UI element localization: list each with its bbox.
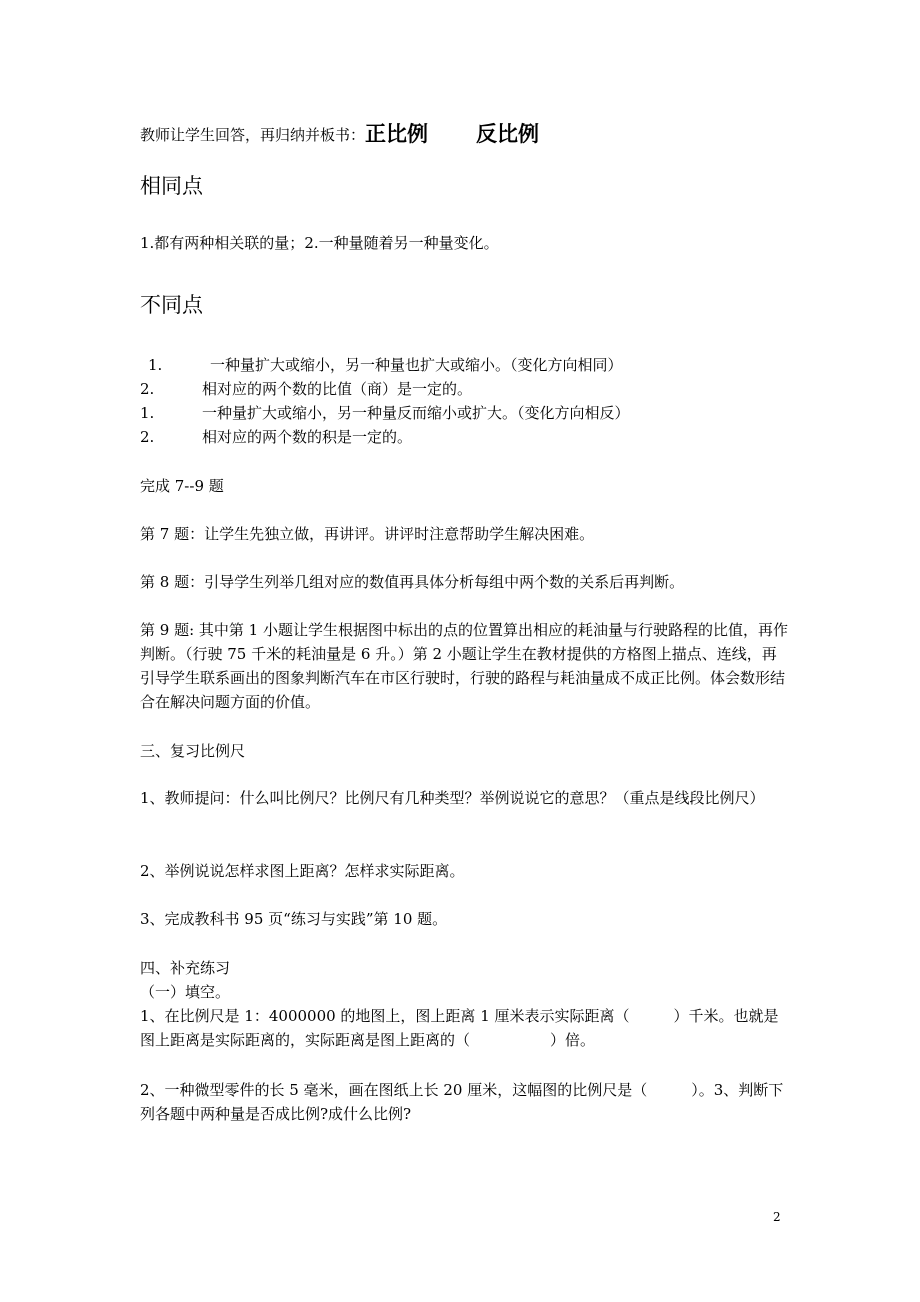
list-item-number: 1.	[140, 404, 155, 422]
list-item	[0, 427, 920, 447]
section-4-title: 四、补充练习	[140, 959, 231, 977]
intro-text: 教师让学生回答，再归纳并板书：	[140, 126, 366, 144]
fill-blank-question-2	[140, 1078, 790, 1126]
list-item-text: 一种量扩大或缩小，另一种量也扩大或缩小。（变化方向相同）	[210, 356, 623, 374]
list-item	[0, 379, 920, 399]
intro-line	[140, 124, 539, 145]
question-8-text: 第 8 题：引导学生列举几组对应的数值再具体分析每组中两个数的关系后再判断。	[140, 573, 685, 591]
question-9-paragraph: 第 9 题: 其中第 1 小题让学生根据图中标出的点的位置算出相应的耗油量与行驶路程的比值，再作判断。（行驶 75 千米的耗油量是 6 升。）第 2 小题让学生在教材提供的方格图上描点、连线，再引导学生联系画出的图象判断汽车在市区行驶时，行驶的路程与耗油量成不成正比例。体会数形结合在解决问题方面的价值。	[140, 621, 788, 711]
list-item-text: 相对应的两个数的积是一定的。	[202, 428, 413, 446]
list-item-number: 2.	[140, 428, 155, 446]
section-4-subtitle: （一）填空。	[140, 983, 231, 1001]
section-3-item-2: 2、举例说说怎样求图上距离？怎样求实际距离。	[140, 862, 465, 880]
question-1-part-b: ）千米。也就是图上距离是实际距离的，实际距离是图上距离的（	[140, 1007, 779, 1049]
same-text: 1.都有两种相关联的量；2.一种量随着另一种量变化。	[140, 234, 499, 252]
list-item	[0, 403, 920, 423]
list-item-number: 1.	[148, 356, 163, 374]
term-inverse-proportion: 反比例	[476, 122, 540, 146]
section-3-item-1: 1、教师提问：什么叫比例尺？比例尺有几种类型？举例说说它的意思？（重点是线段比例尺）	[140, 789, 765, 807]
same-heading: 相同点	[140, 174, 203, 198]
term-direct-proportion: 正比例	[365, 122, 429, 146]
list-item-text: 一种量扩大或缩小，另一种量反而缩小或扩大。（变化方向相反）	[202, 404, 630, 422]
list-item	[0, 355, 920, 375]
question-1-part-c: ）倍。	[550, 1031, 596, 1049]
page-number: 2	[773, 1210, 781, 1224]
diff-heading: 不同点	[140, 293, 203, 317]
list-item-text: 相对应的两个数的比值（商）是一定的。	[202, 380, 473, 398]
list-item-number: 2.	[140, 380, 155, 398]
section-3-item-3: 3、完成教科书 95 页“练习与实践”第 10 题。	[140, 910, 448, 928]
question-2-part-a: 2、一种微型零件的长 5 毫米，画在图纸上长 20 厘米，这幅图的比例尺是（	[140, 1081, 648, 1099]
question-1-part-a: 1、在比例尺是 1：4000000 的地图上，图上距离 1 厘米表示实际距离（	[140, 1007, 630, 1025]
complete-tasks-line: 完成 7--9 题	[140, 477, 224, 495]
section-3-title: 三、复习比例尺	[140, 742, 246, 760]
question-7-text: 第 7 题：让学生先独立做，再讲评。讲评时注意帮助学生解决困难。	[140, 525, 595, 543]
question-2-part-b: ）。3、判断下列各题中两种量是否成比例?成什么比例?	[140, 1081, 784, 1123]
fill-blank-question-1	[140, 1004, 790, 1052]
